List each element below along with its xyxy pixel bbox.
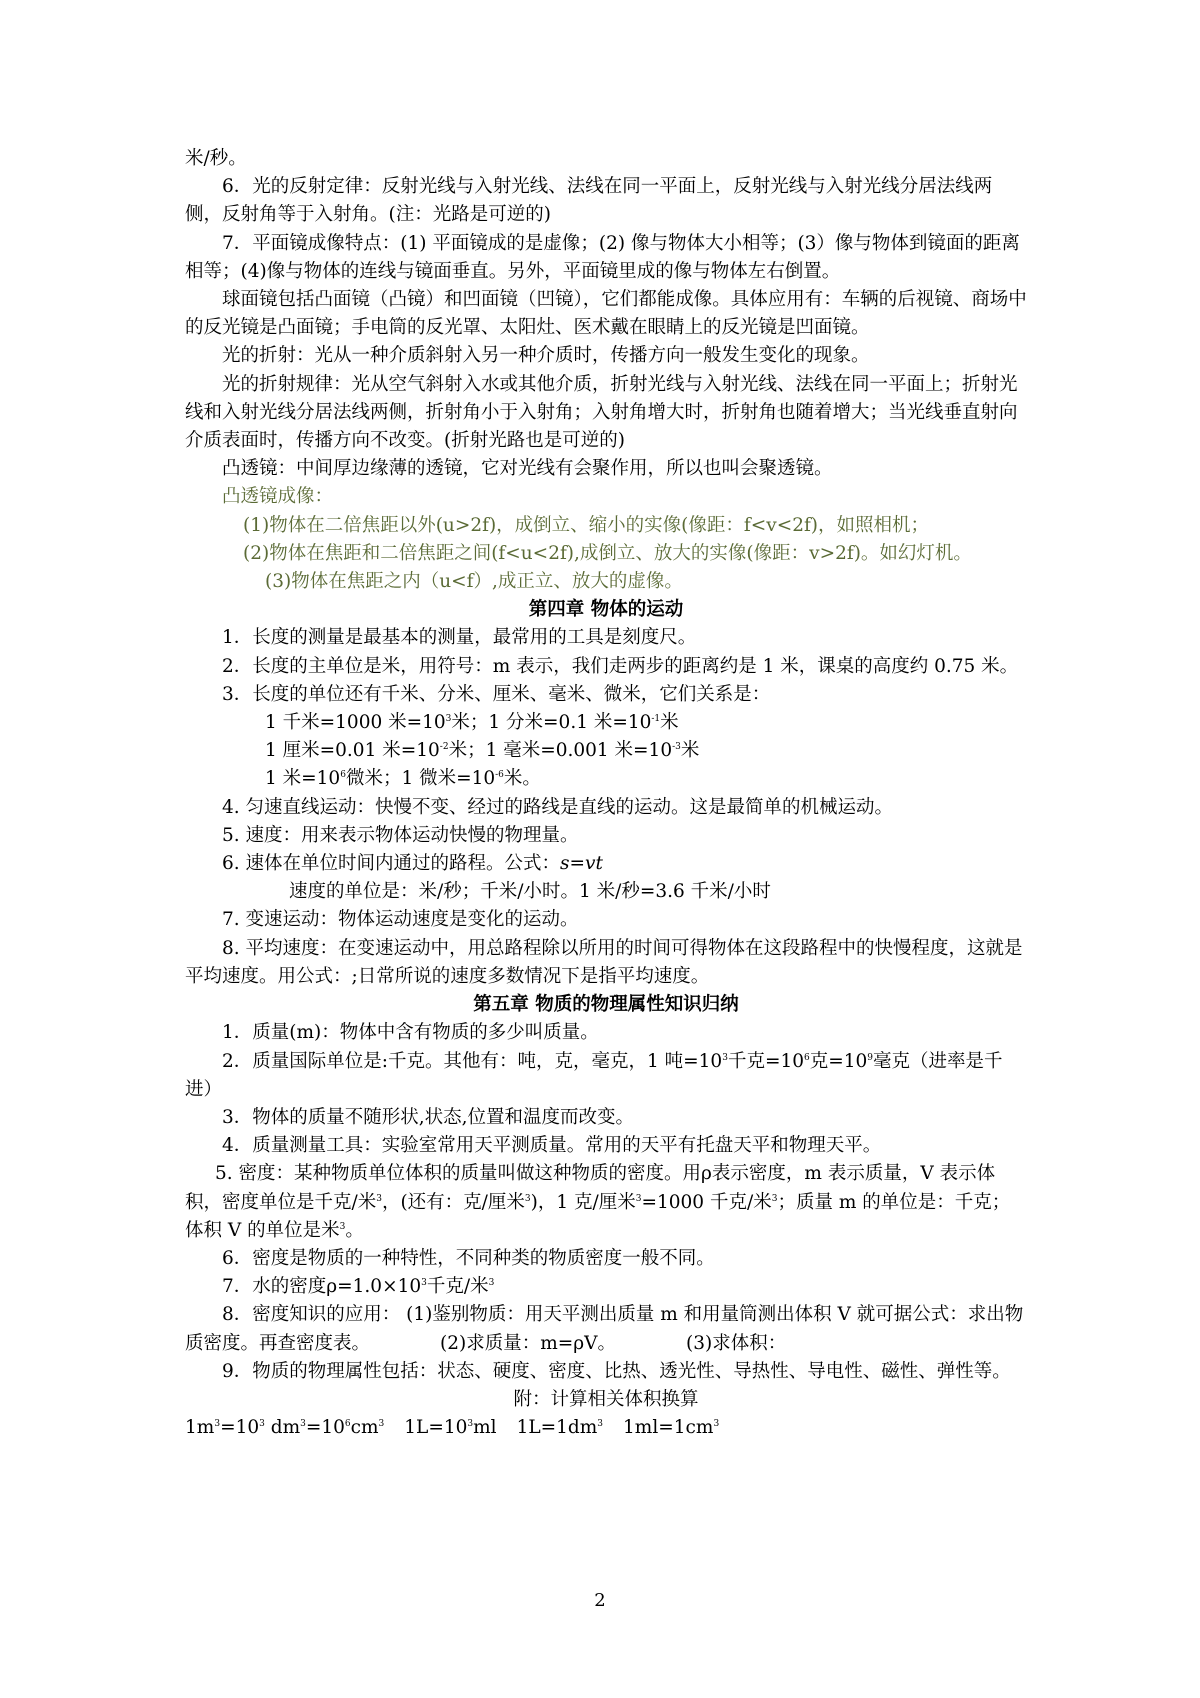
paragraph: (2)物体在焦距和二倍焦距之间(f<u<2f),成倒立、放大的实像(像距：v>2f)。如幻灯机。 [243,542,972,564]
paragraph: 6．光的反射定律：反射光线与入射光线、法线在同一平面上，反射光线与入射光线分居法线两侧，反射角等于入射角。(注：光路是可逆的) [185,176,993,226]
paragraph: 4. 匀速直线运动：快慢不变、经过的路线是直线的运动。这是最简单的机械运动。 [222,796,894,818]
volume-conversion: $1m^3=10^3$ $dm^3=10^6cm^3$ $1L=10^3ml$ $1L=1dm^3$ $1ml=1cm^3$ [185,1417,720,1439]
paragraph: 光的折射规律：光从空气斜射入水或其他介质，折射光线与入射光线、法线在同一平面上；折射光线和入射光线分居法线两侧，折射角小于入射角；入射角增大时，折射角也随着增大；当光线垂直射向介质表面时，传播方向不改变。(折射光路也是可逆的) [185,373,1018,452]
paragraph: 速度的单位是：米/秒；千米/小时。1 米/秒=3.6 千米/小时 [289,881,771,903]
paragraph: 7．平面镜成像特点：(1) 平面镜成的是虚像；(2) 像与物体大小相等；(3）像与物体到镜面的距离相等；(4)像与物体的连线与镜面垂直。另外，平面镜里成的像与物体左右倒置。 [185,232,1020,282]
paragraph: 2．长度的主单位是米，用符号：m 表示，我们走两步的距离约是 1 米，课桌的高度约 0.75 米。 [222,655,1019,677]
paragraph: 8．密度知识的应用： (1)鉴别物质：用天平测出质量 m 和用量筒测出体积 V 就可据公式：求出物质密度。再查密度表。 (2)求质量：m=ρV。 (3)求体积： [185,1304,1024,1354]
paragraph: 6．密度是物质的一种特性，不同种类的物质密度一般不同。 [222,1247,715,1269]
page-number: 2 [594,1590,606,1611]
paragraph: 1．长度的测量是最基本的测量，最常用的工具是刻度尺。 [222,627,697,649]
paragraph: (1)物体在二倍焦距以外(u>2f)，成倒立、缩小的实像(像距：f<v<2f)，如照相机； [243,514,930,536]
paragraph: 7．水的密度$\rho=1.0\times 10^3$千克/米$^3$ [222,1276,495,1298]
paragraph: 凸透镜成像： [222,486,334,508]
paragraph: 光的折射：光从一种介质斜射入另一种介质时，传播方向一般发生变化的现象。 [222,345,870,367]
paragraph: 球面镜包括凸面镜（凸镜）和凹面镜（凹镜），它们都能成像。具体应用有：车辆的后视镜、商场中的反光镜是凸面镜；手电筒的反光罩、太阳灶、医术戴在眼睛上的反光镜是凹面镜。 [185,289,1027,339]
paragraph: 1．质量(m)：物体中含有物质的多少叫质量。 [222,1022,599,1044]
paragraph: (3)物体在焦距之内（u<f）,成正立、放大的虚像。 [265,571,683,593]
paragraph: 6. 速体在单位时间内通过的路程。公式：s=vt [222,853,603,875]
paragraph: 8. 平均速度：在变速运动中，用总路程除以所用的时间可得物体在这段路程中的快慢程度，这就是平均速度。用公式：;日常所说的速度多数情况下是指平均速度。 [185,937,1023,987]
paragraph: 4．质量测量工具：实验室常用天平测质量。常用的天平有托盘天平和物理天平。 [222,1135,882,1157]
paragraph: 9．物质的物理属性包括：状态、硬度、密度、比热、透光性、导热性、导电性、磁性、弹性等。 [222,1360,1011,1382]
paragraph: 5. 密度：某种物质单位体积的质量叫做这种物质的密度。用ρ表示密度，m 表示质量，V 表示体积，密度单位是千克/米$^3$，(还有：克/厘米$^3$)，1 克/厘米$^3$=1000 千克/米$^3$；质量 m 的单位是：千克；体积 V 的单位是米$^3$。 [185,1163,1011,1241]
paragraph: 3．长度的单位还有千米、分米、厘米、毫米、微米，它们关系是： [222,683,771,705]
speed-formula: s=vt [560,853,603,875]
paragraph: 3．物体的质量不随形状,状态,位置和温度而改变。 [222,1106,635,1128]
paragraph: 2．质量国际单位是:千克。其他有：吨，克，毫克，1 吨$=10^3$千克$=10^6$克$=10^9$毫克（进率是千进） [185,1050,1003,1100]
chapter-heading: 第四章 物体的运动 [528,599,684,621]
appendix-title: 附：计算相关体积换算 [513,1388,699,1410]
paragraph: 7. 变速运动：物体运动速度是变化的运动。 [222,909,579,931]
paragraph: 米/秒。 [185,148,247,169]
paragraph: 凸透镜：中间厚边缘薄的透镜，它对光线有会聚作用，所以也叫会聚透镜。 [222,458,833,480]
paragraph: 1 千米=1000 米$=10^3$米；1 分米=0.1 米$=10^{-1}$米 [265,712,679,734]
document-body [185,145,1027,1442]
paragraph: 5. 速度：用来表示物体运动快慢的物理量。 [222,824,579,846]
paragraph: 1 米$=10^6$微米；1 微米$=10^{-6}$米。 [265,768,541,790]
chapter-heading: 第五章 物质的物理属性知识归纳 [473,994,739,1016]
paragraph: 1 厘米=0.01 米$=10^{-2}$米；1 毫米=0.001 米$=10^{-3}$米 [265,740,700,762]
